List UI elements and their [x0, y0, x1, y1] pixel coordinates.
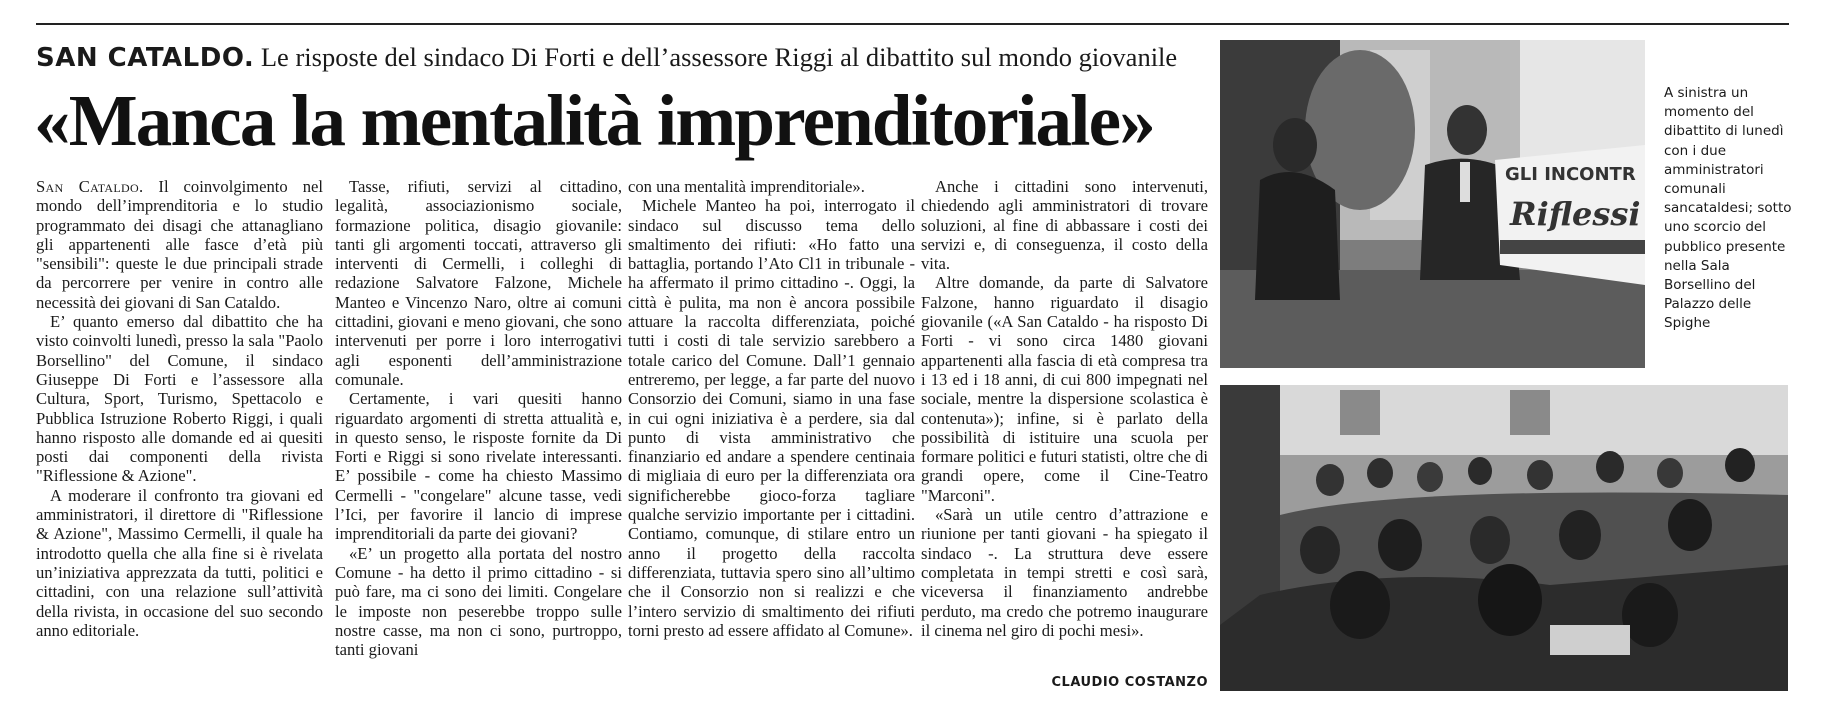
article-kicker [36, 40, 1216, 75]
photo-debate-officials-image [1220, 40, 1645, 368]
article-column-4 [921, 177, 1208, 640]
kicker-place: SAN CATALDO. [36, 43, 255, 73]
paragraph: «E’ un progetto alla portata del nostro Comune - ha detto il primo cittadino - si può fare, ma ci sono dei limiti. Congelare le imposte non peserebbe troppo sulle nostre casse, ma non ci sono, purtroppo, tanti giovani [335, 543, 622, 660]
article-column-2 [335, 177, 622, 659]
paragraph: con una mentalità imprenditoriale». [628, 177, 865, 196]
byline: CLAUDIO COSTANZO [1051, 675, 1208, 690]
top-rule [36, 23, 1789, 25]
banner-text-main: Riflessi [1510, 195, 1641, 233]
paragraph: Anche i cittadini sono intervenuti, chiedendo agli amministratori di trovare soluzioni, al fine di abbassare i costi dei servizi e, di conseguenza, il costo della vita. [921, 177, 1208, 274]
photo-caption: A sinistra un momento del dibattito di lunedì con i due amministratori comunali sancataldesi; sotto uno scorcio del pubblico presente nella Sala Borsellino del Palazzo delle Spighe [1664, 85, 1792, 332]
paragraph: Certamente, i vari quesiti hanno riguardato argomenti di stretta attualità e, in questo senso, le risposte fornite da Di Forti e Riggi si sono rivelate interessanti. E’ possibile - come ha chiesto Massimo Cermelli - "congelare" alcune tasse, vedi l’Ici, per favorire il lancio di imprese imprenditoriali da parte dei giovani? [335, 389, 622, 544]
article-column-1 [36, 177, 323, 640]
paragraph: Michele Manteo ha poi, interrogato il sindaco sul discusso tema dello smaltimento dei rifiuti: «Ho fatto una battaglia, portando l’Ato Cl1 in tribunale - ha affermato il primo cittadino -. Oggi, la città è pulita, ma non è ancora possibile attuare la raccolta differenziata, poiché tutti i costi di tale servizio sarebbero a totale carico del Comune. Dall’1 gennaio entreremo, per legge, a far parte del nuovo Consorzio dei Comuni, siamo in una fase in cui ogni iniziativa è a perdere, sia dal punto di vista amministrativo che finanziario ed andare a spendere centinaia di migliaia di euro per la differenziata ora significherebbe gioco-forza tagliare qualche servizio importante per i cittadini. Contiamo, comunque, di stilare entro un anno il progetto della raccolta differenziata, tuttavia spero sino all’ultimo che il Consorzio non si realizzi e che l’intero servizio di smaltimento dei rifiuti torni presto ad essere affidato al Comune». [628, 196, 915, 640]
headline: «Manca la mentalità imprenditoriale» [34, 80, 1154, 161]
paragraph: E’ quanto emerso dal dibattito che ha visto coinvolti lunedì, presso la sala "Paolo Borsellino" del Comune, il sindaco Giuseppe Di Forti e l’assessore alla Cultura, Sport, Turismo, Spettacolo e Pubblica Istruzione Roberto Riggi, i quali hanno risposto alle domande ed ai quesiti posti dai componenti della rivista "Riflessione & Azione". [36, 312, 323, 486]
paragraph: «Sarà un utile centro d’attrazione e riunione per tanti giovani - ha spiegato il sindaco -. La struttura deve essere completata in tempi stretti e così sarà, viceversa il finanziamento andrebbe perduto, ma credo che potremo inaugurare il cinema nel giro di pochi mesi». [921, 505, 1208, 640]
photo-audience-image [1220, 385, 1788, 691]
dateline: San Cataldo. [36, 177, 144, 196]
banner-text-top: GLI INCONTR [1505, 164, 1636, 185]
paragraph [36, 177, 323, 312]
photo-debate-officials [1220, 40, 1645, 368]
article-column-3 [628, 177, 915, 640]
photo-audience [1220, 385, 1788, 691]
paragraph: Tasse, rifiuti, servizi al cittadino, legalità, associazionismo sociale, formazione politica, disagio giovanile: tanti gli argomenti toccati, attraverso gli interventi di Cermelli, i colleghi di redazione Salvatore Falzone, Michele Manteo e Vincenzo Naro, oltre ai comuni cittadini, giovani e meno giovani, che sono intervenuti per porre i loro interrogativi agli esponenti dell’amministrazione comunale. [335, 177, 622, 389]
paragraph-text: Il coinvolgimento nel mondo dell’imprenditoria e lo studio programmato dei disagi che attanagliano gli appartenenti alle fasce d’età più "sensibili": queste le due principali strade da percorrere per venire in contro alle necessità dei giovani di San Cataldo. [36, 177, 323, 312]
paragraph: Altre domande, da parte di Salvatore Falzone, hanno riguardato il disagio giovanile («A San Cataldo - ha risposto Di Forti - vi sono circa 1480 giovani appartenenti alla fascia di età compresa tra i 13 ed i 18 anni, di cui 800 impegnati nel sociale, mentre la dispersione scolastica è contenuta»); infine, si è parlato della possibilità di istituire una scuola per formare politici e futuri statisti, oltre che di grandi opere, come il Cine-Teatro "Marconi". [921, 273, 1208, 505]
kicker-text: Le risposte del sindaco Di Forti e dell’assessore Riggi al dibattito sul mondo giovanile [260, 42, 1178, 72]
paragraph: A moderare il confronto tra giovani ed amministratori, il direttore di "Riflessione & Azione", Massimo Cermelli, il quale ha introdotto quella che alla fine si è rivelata un’iniziativa apprezzata da tutti, politici e cittadini, con una relazione sull’attività della rivista, in occasione del suo secondo anno editoriale. [36, 485, 323, 640]
